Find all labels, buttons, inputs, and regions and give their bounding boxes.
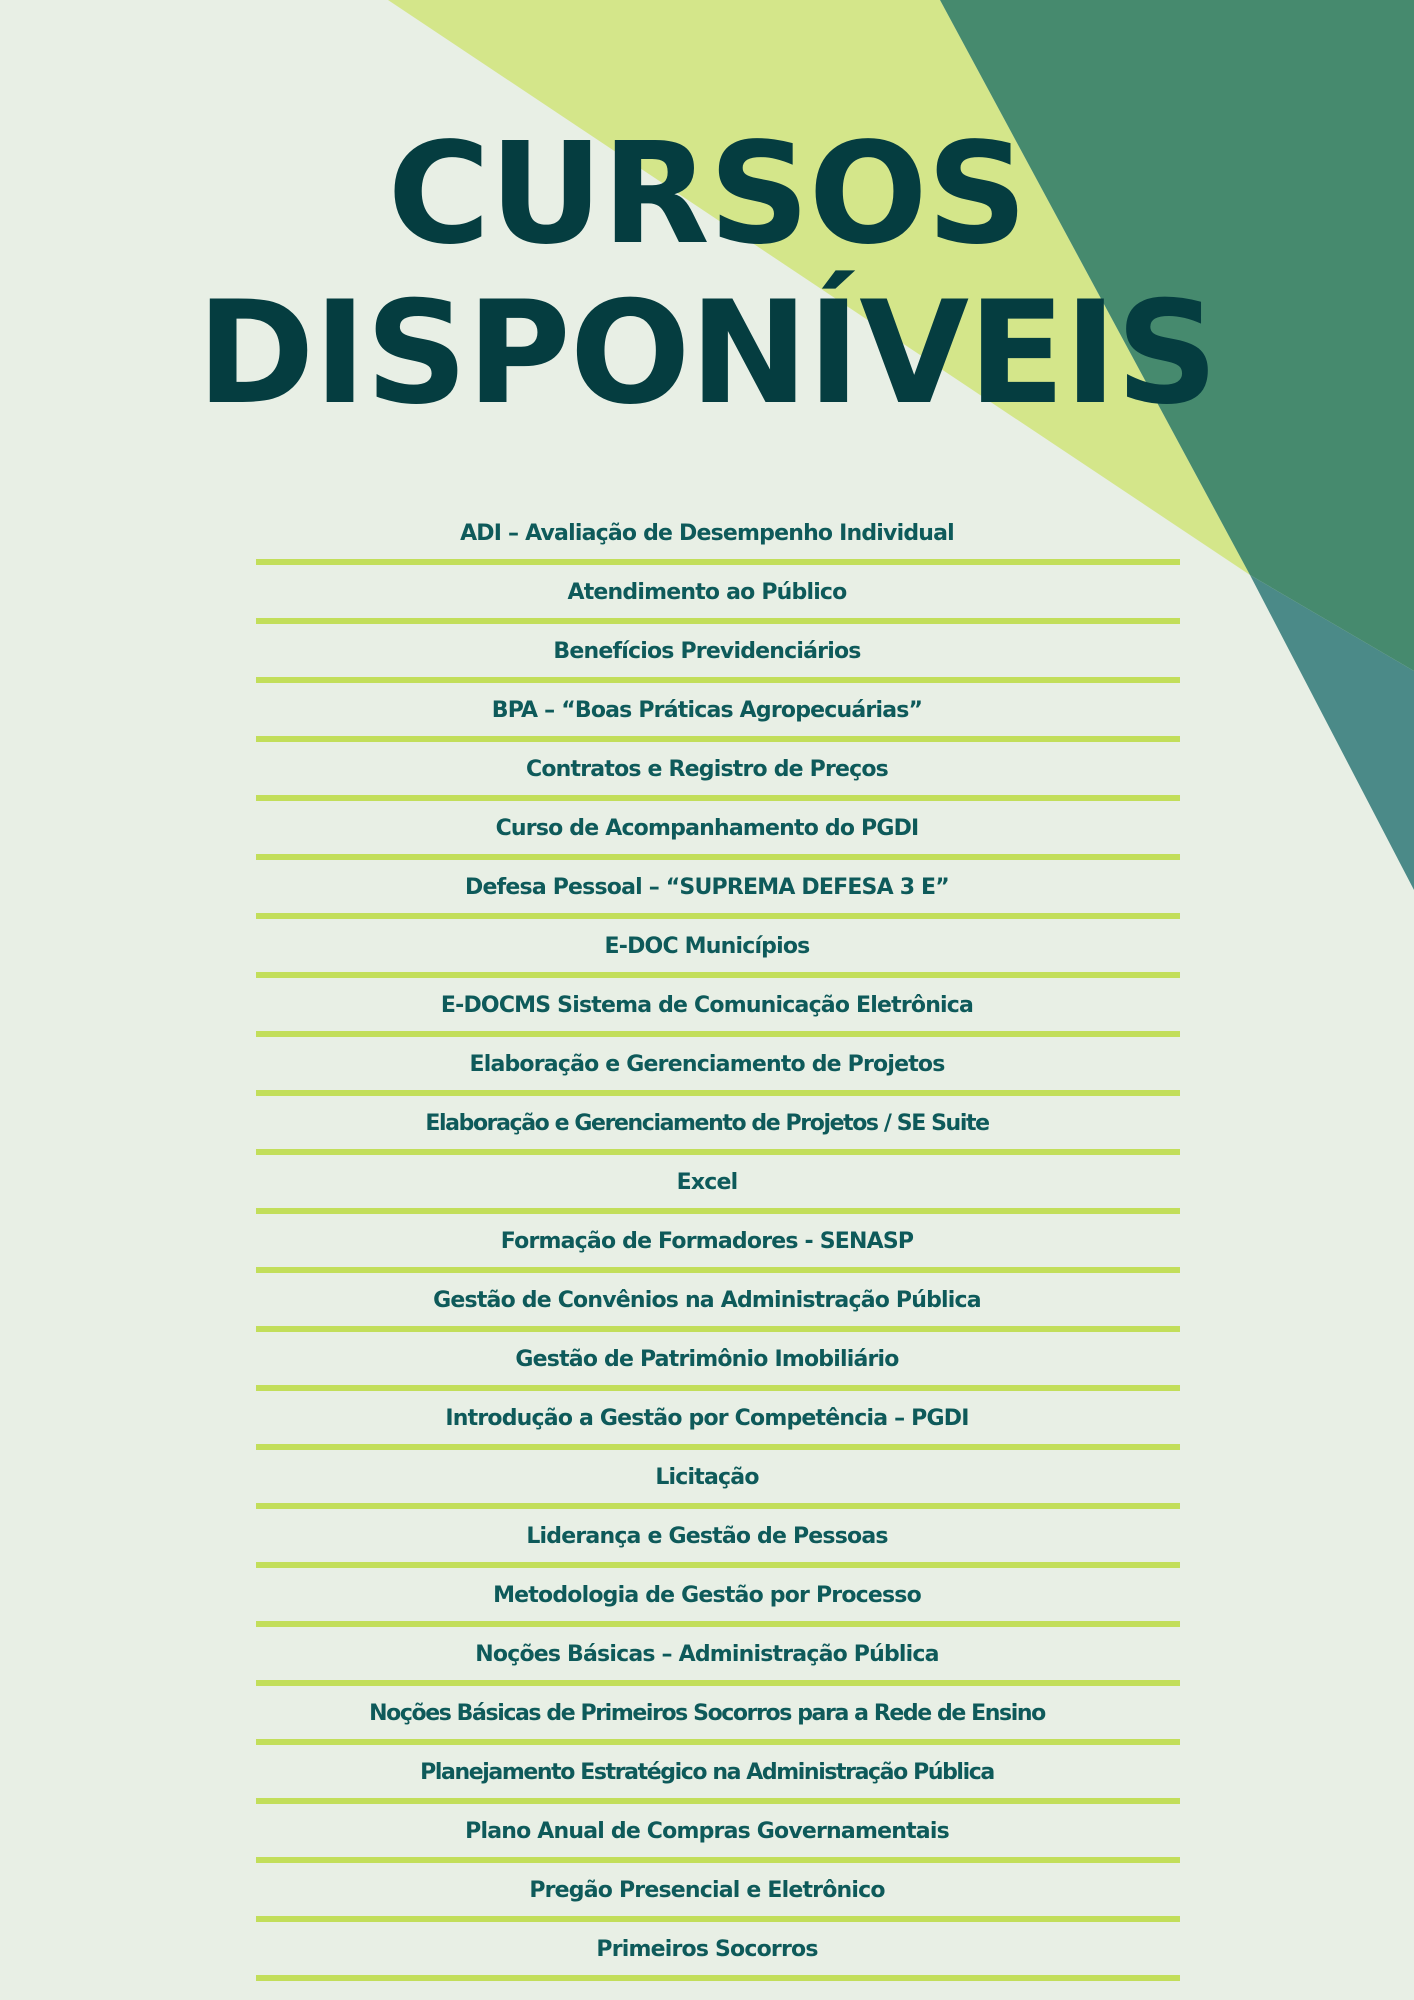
course-label: Formação de Formadores - SENASP [500, 1229, 914, 1254]
course-label: E-DOC Municípios [604, 934, 810, 959]
course-label: Pregão Presencial e Eletrônico [529, 1878, 885, 1903]
course-item [0, 1686, 1414, 1745]
course-item [0, 1391, 1414, 1450]
course-label: Noções Básicas de Primeiros Socorros para a Rede de Ensino [369, 1701, 1045, 1726]
course-item [0, 1804, 1414, 1863]
course-item [0, 742, 1414, 801]
course-label: Liderança e Gestão de Pessoas [526, 1524, 888, 1549]
course-item [0, 506, 1414, 565]
course-label: Noções Básicas – Administração Pública [475, 1642, 939, 1667]
course-label: BPA – “Boas Práticas Agropecuárias” [491, 698, 923, 723]
course-item [0, 1450, 1414, 1509]
course-label: Excel [676, 1170, 738, 1195]
course-label: Contratos e Registro de Preços [526, 757, 888, 782]
course-item [0, 1214, 1414, 1273]
page-title-line-2: DISPONÍVEIS [196, 271, 1218, 436]
course-item [0, 1568, 1414, 1627]
course-item [0, 978, 1414, 1037]
course-item [0, 1922, 1414, 1981]
course-label: Elaboração e Gerenciamento de Projetos / SE Suite [425, 1111, 989, 1136]
course-item [0, 565, 1414, 624]
course-label: Gestão de Convênios na Administração Pública [433, 1288, 981, 1313]
course-item [0, 1745, 1414, 1804]
course-label: Gestão de Patrimônio Imobiliário [515, 1347, 899, 1372]
course-label: Plano Anual de Compras Governamentais [465, 1819, 949, 1844]
course-item [0, 1332, 1414, 1391]
course-item [0, 1273, 1414, 1332]
course-label: Introdução a Gestão por Competência – PGDI [445, 1406, 969, 1431]
course-item [0, 1155, 1414, 1214]
course-divider [256, 1975, 1180, 1981]
course-label: E-DOCMS Sistema de Comunicação Eletrônica [440, 993, 974, 1018]
course-item [0, 1509, 1414, 1568]
page-title-line-1: CURSOS [387, 113, 1027, 276]
course-item [0, 1037, 1414, 1096]
course-label: Curso de Acompanhamento do PGDI [495, 816, 919, 841]
course-label: Elaboração e Gerenciamento de Projetos [469, 1052, 945, 1077]
course-item [0, 860, 1414, 919]
course-item [0, 801, 1414, 860]
course-item [0, 919, 1414, 978]
course-item [0, 683, 1414, 742]
course-label: Benefícios Previdenciários [553, 639, 861, 664]
course-item [0, 1627, 1414, 1686]
course-label: Atendimento ao Público [567, 580, 847, 605]
course-item [0, 624, 1414, 683]
course-item [0, 1096, 1414, 1155]
course-label: Planejamento Estratégico na Administração Pública [420, 1760, 994, 1785]
course-label: Metodologia de Gestão por Processo [493, 1583, 921, 1608]
course-label: Defesa Pessoal – “SUPREMA DEFESA 3 E” [465, 875, 949, 900]
course-label: Primeiros Socorros [596, 1937, 818, 1962]
course-label: ADI – Avaliação de Desempenho Individual [460, 521, 954, 546]
course-label: Licitação [655, 1465, 759, 1490]
course-item [0, 1863, 1414, 1922]
course-list [0, 506, 1414, 1981]
